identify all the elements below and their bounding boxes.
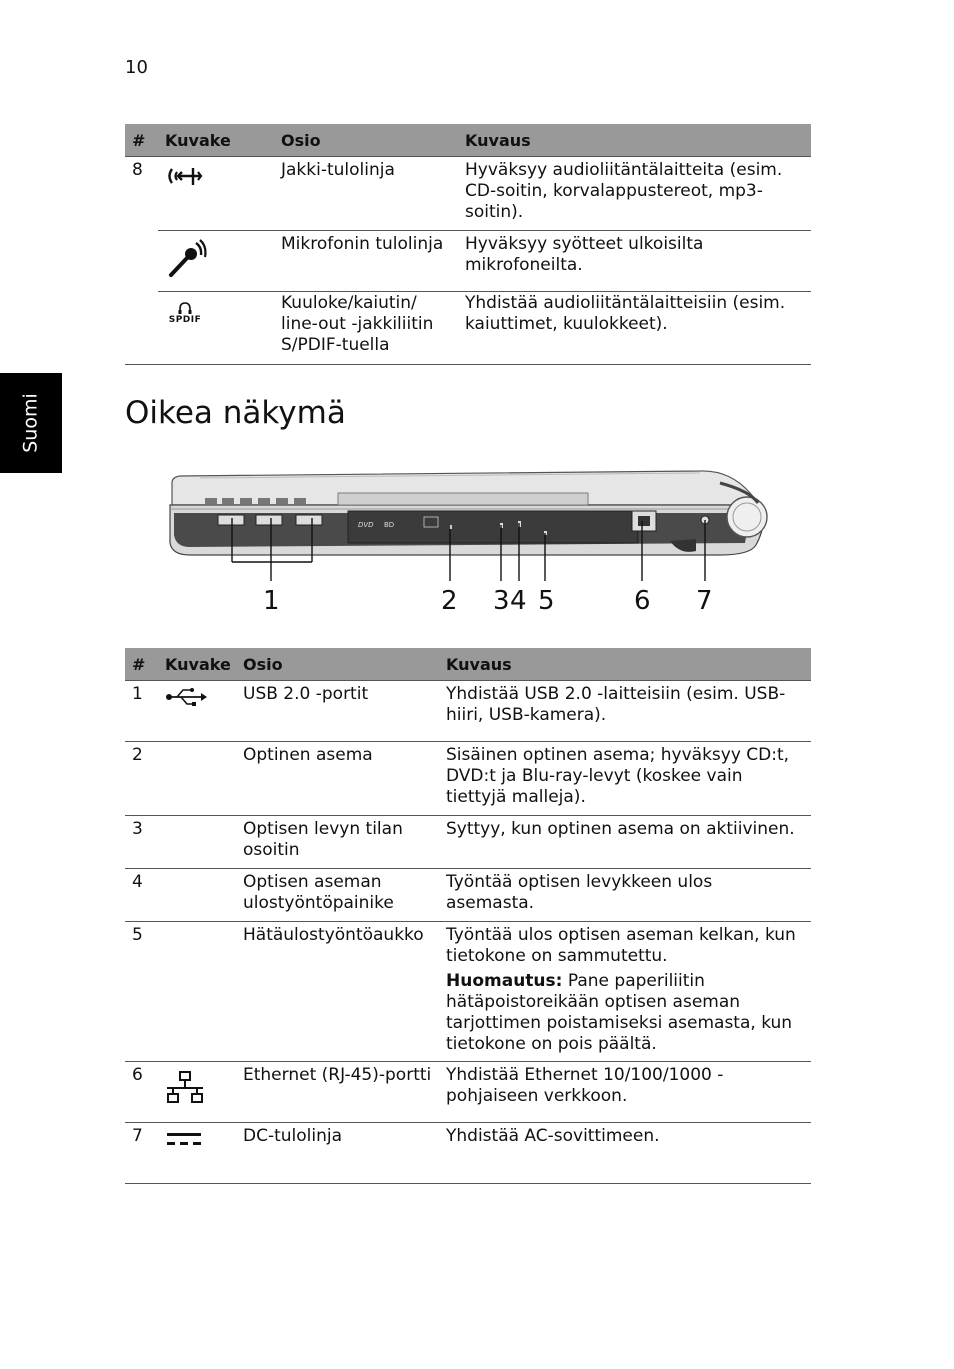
callout-4: 4 [510,586,527,616]
row-number: 7 [125,1123,158,1184]
callout-6: 6 [634,586,651,616]
kuvaus-cell: Yhdistää AC-sovittimeen. [439,1123,811,1184]
kuvaus-cell: Työntää optisen levykkeen ulos asemasta. [439,869,811,922]
kuvaus-cell: Syttyy, kun optinen asema on aktiivinen. [439,816,811,869]
kuvaus-cell: Yhdistää audioliitäntälaitteisiin (esim. kaiuttimet, kuulokkeet). [458,292,811,365]
kuvaus-cell: Yhdistää Ethernet 10/100/1000 -pohjaiseen verkkoon. [439,1062,811,1123]
right-view-ports-table [125,648,811,1184]
note-text: Pane paperiliitin hätäpoistoreikään optisen aseman tarjottimen poistamiseksi asemasta, kun tietokone on pois päältä. [446,971,793,1054]
svg-text:DVD: DVD [358,521,374,529]
header-num: # [125,648,158,681]
table-row [125,231,811,292]
header-osio: Osio [236,648,439,681]
kuvaus-cell: Sisäinen optinen asema; hyväksyy CD:t, DVD:t ja Blu-ray-levyt (koskee vain tiettyjä malleja). [439,742,811,816]
osio-cell: Jakki-tulolinja [274,157,458,231]
osio-cell: USB 2.0 -portit [236,681,439,742]
osio-cell: Kuuloke/kaiutin/ line-out -jakkiliitin S/PDIF-tuella [274,292,458,365]
row-number: 5 [125,922,158,1062]
header-kuvaus: Kuvaus [439,648,811,681]
kuvaus-cell: Yhdistää USB 2.0 -laitteisiin (esim. USB-hiiri, USB-kamera). [439,681,811,742]
header-osio: Osio [274,124,458,157]
usb-icon [165,688,207,706]
row-number: 6 [125,1062,158,1123]
kuvaus-cell: Hyväksyy syötteet ulkoisilta mikrofoneilta. [458,231,811,292]
header-kuvake: Kuvake [158,124,274,157]
headphone-spdif-icon [165,302,205,325]
table-row [125,157,811,231]
callout-1: 1 [263,586,280,616]
osio-cell: Ethernet (RJ-45)-portti [236,1062,439,1123]
table-row [125,292,811,365]
header-num: # [125,124,158,157]
callout-3: 3 [493,586,510,616]
osio-cell: Optisen aseman ulostyöntöpainike [236,869,439,922]
header-kuvake: Kuvake [158,648,236,681]
language-tab-label: Suomi [19,393,42,453]
callout-5: 5 [538,586,555,616]
osio-cell: Optisen levyn tilan osoitin [236,816,439,869]
callout-7: 7 [696,586,713,616]
row-number: 2 [125,742,158,816]
row-number [125,231,158,292]
kuvaus-cell: Työntää ulos optisen aseman kelkan, kun tietokone on sammutettu. [446,925,796,966]
language-side-tab [0,373,62,473]
note-label: Huomautus: [446,971,563,991]
note [446,971,805,1055]
ethernet-icon [165,1071,205,1105]
page-number: 10 [125,57,148,78]
table-row [125,1123,811,1184]
dc-in-icon [165,1131,203,1147]
callout-2: 2 [441,586,458,616]
table-header-row [125,124,811,157]
row-number: 4 [125,869,158,922]
audio-ports-table [125,124,811,365]
kuvaus-cell: Hyväksyy audioliitäntälaitteita (esim. CD-soitin, korvalappustereot, mp3-soitin). [458,157,811,231]
table-row [125,922,811,1062]
svg-text:BD: BD [384,521,395,529]
osio-cell: Mikrofonin tulolinja [274,231,458,292]
row-number: 8 [132,160,143,180]
table-row [125,681,811,742]
osio-cell: Hätäulostyöntöaukko [236,922,439,1062]
header-kuvaus: Kuvaus [458,124,811,157]
table-row [125,742,811,816]
section-title: Oikea näkymä [125,395,346,431]
microphone-icon [165,237,209,281]
laptop-right-side-illustration [160,463,780,623]
osio-cell: Optinen asema [236,742,439,816]
osio-cell: DC-tulolinja [236,1123,439,1184]
table-header-row [125,648,811,681]
table-row [125,869,811,922]
row-number: 1 [125,681,158,742]
row-number: 3 [125,816,158,869]
table-row [125,1062,811,1123]
table-row [125,816,811,869]
row-number [125,292,158,365]
spdif-label: SPDIF [168,315,202,325]
line-in-jack-icon [165,163,205,193]
